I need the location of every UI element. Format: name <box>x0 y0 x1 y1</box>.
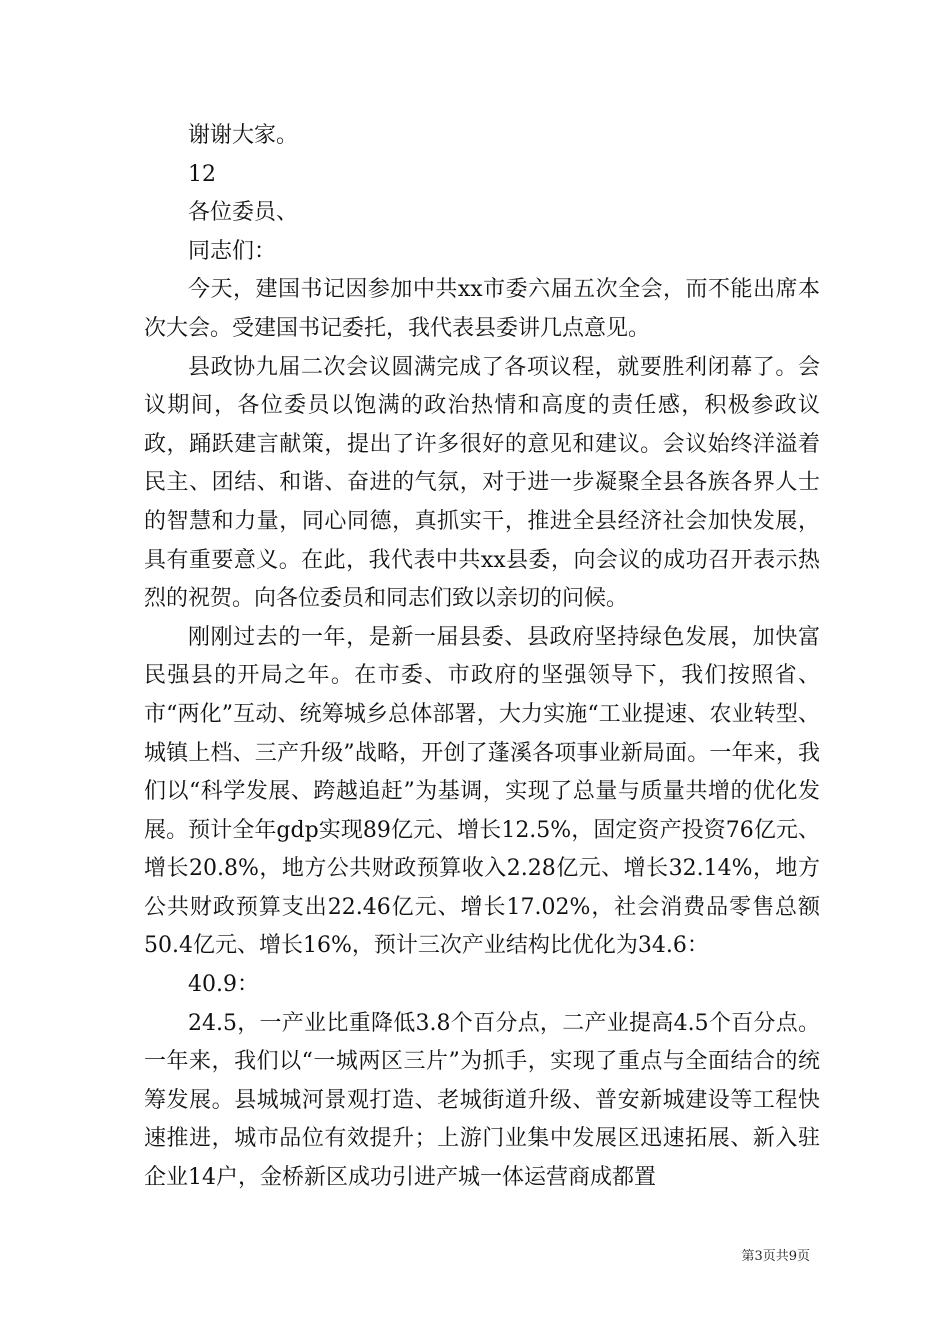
paragraph-intro: 今天，建国书记因参加中共xx市委六届五次全会，而不能出席本次大会。受建国书记委托，我代表县委讲几点意见。 <box>144 277 820 341</box>
paragraph-development: 24.5，一产业比重降低3.8个百分点，二产业提高4.5个百分点。一年来，我们以“一城两区三片”为抓手，实现了重点与全面结合的统筹发展。县城城河景观打造、老城街道升级、普安新城建设等工程快速推进，城市品位有效提升；上游门业集中发展区迅速拓展、新入驻企业14户，金桥新区成功引进产城一体运营商成都置 <box>144 1010 820 1191</box>
page-footer: 第3页共9页 <box>741 1249 810 1264</box>
salutation-line-2: 同志们： <box>188 238 277 264</box>
paragraph-year-review: 刚刚过去的一年，是新一届县委、县政府坚持绿色发展，加快富民强县的开局之年。在市委、市政府的坚强领导下，我们按照省、市“两化”互动、统筹城乡总体部署，大力实施“工业提速、农业转型、城镇上档、三产升级”战略，开创了蓬溪各项事业新局面。一年来，我们以“科学发展、跨越追赶”为基调，实现了总量与质量共增的优化发展。预计全年gdp实现89亿元、增长12.5%，固定资产投资76亿元、增长20.8%，地方公共财政预算收入2.28亿元、增长32.14%，地方公共财政预算支出22.46亿元、增长17.02%，社会消费品零售总额50.4亿元、增长16%，预计三次产业结构比优化为34.6： <box>144 624 820 959</box>
closing-line: 谢谢大家。 <box>188 123 299 148</box>
section-number: 12 <box>188 161 216 187</box>
ratio-line: 40.9： <box>188 972 259 998</box>
paragraph-meeting: 县政协九届二次会议圆满完成了各项议程，就要胜利闭幕了。会议期间，各位委员以饱满的政治热情和高度的责任感，积极参政议政，踊跃建言献策，提出了许多很好的意见和建议。会议始终洋溢着民主、团结、和谐、奋进的气氛，对于进一步凝聚全县各族各界人士的智慧和力量，同心同德，真抓实干，推进全县经济社会加快发展，具有重要意义。在此，我代表中共xx县委，向会议的成功召开表示热烈的祝贺。向各位委员和同志们致以亲切的问候。 <box>144 354 820 612</box>
salutation-line-1: 各位委员、 <box>188 200 299 226</box>
document-body <box>144 117 820 1198</box>
